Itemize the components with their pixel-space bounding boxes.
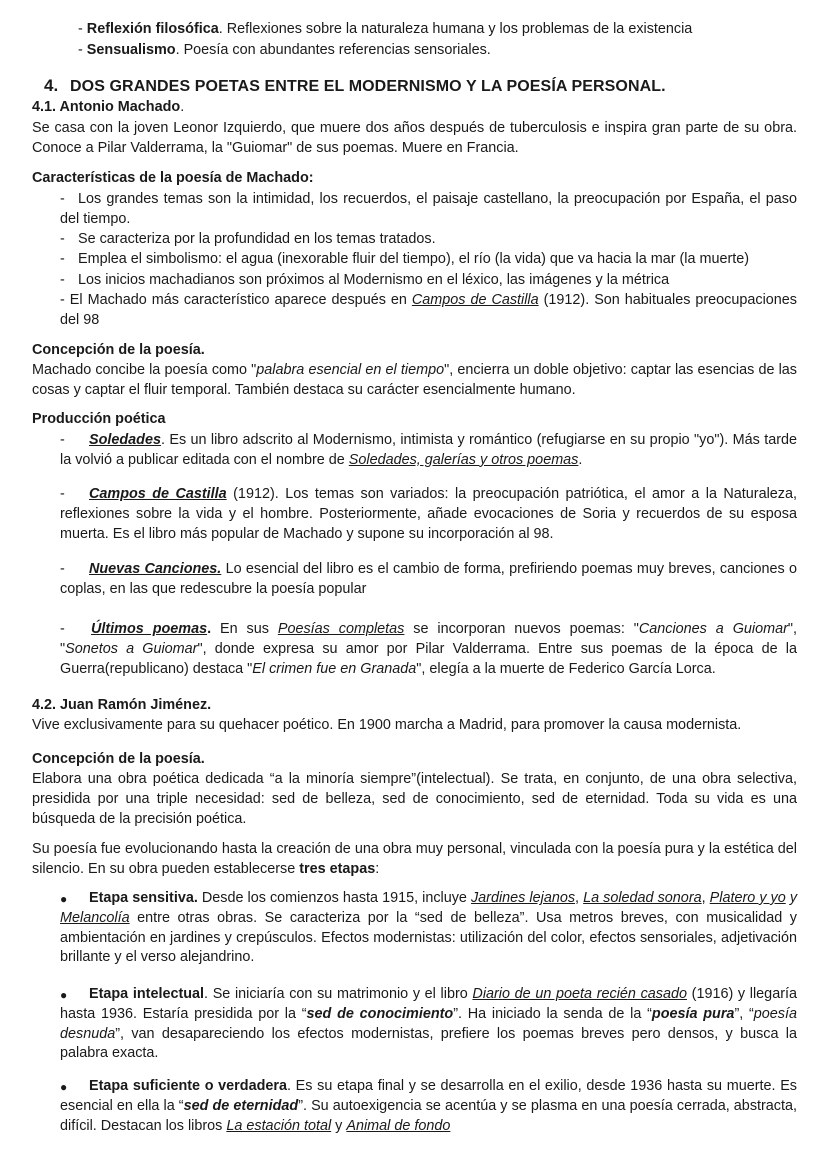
list-item: - El Machado más característico aparece después en Campos de Castilla (1912). Son habituales preocupaciones del 98 [60,292,797,328]
section-heading: 4. DOS GRANDES POETAS ENTRE EL MODERNISMO Y LA POESÍA PERSONAL. [44,76,666,95]
bullet-icon: ● [60,1080,68,1094]
dash: - [60,272,65,288]
dash: - [60,432,65,448]
heading: Producción poética [32,411,166,427]
heading: Concepción de la poesía. [32,342,205,358]
dash: - [60,191,65,207]
subsection-heading: 4.2. Juan Ramón Jiménez. [32,697,212,713]
dash: - [60,251,65,267]
list-item: Etapa suficiente o verdadera. Es su etapa final y se desarrolla en el exilio, desde 1936 hasta su muerte. Es esencial en ella la “sed de eternidad”. Su autoexigencia se acentúa y se plasma en una poesía cerrada, abstracta, difícil. Destacan los libros La estación total y Animal de fondo [60,1078,797,1134]
list-item: Los inicios machadianos son próximos al Modernismo en el léxico, las imágenes y la métrica [78,272,670,288]
paragraph: Se casa con la joven Leonor Izquierdo, que muere dos años después de tuberculosis e inspira gran parte de su obra. Conoce a Pilar Valderrama, la "Guiomar" de sus poemas. Muere en Francia. [32,120,797,156]
heading: Características de la poesía de Machado: [32,170,314,186]
dash: - [60,561,65,577]
list-item: Campos de Castilla (1912). Los temas son variados: la preocupación patriótica, el amor a la Naturaleza, reflexiones sobre la vida y el hombre. Posteriormente, añade evocaciones de Soria y recuerdos de su esposa muerta. Es el libro más popular de Machado y supone su incorporación al 98. [60,486,797,542]
subsection-heading: 4.1. Antonio Machado. [32,99,185,115]
list-item: Emplea el simbolismo: el agua (inexorable fluir del tiempo), el río (la vida) que va hacia la mar (la muerte) [78,251,750,267]
paragraph: Elabora una obra poética dedicada “a la minoría siempre”(intelectual). Se trata, en conjunto, de una obra selectiva, presidida por una triple necesidad: sed de belleza, sed de conocimiento, sed de eternidad. Toda su vida es una búsqueda de la precisión poética. [32,771,797,827]
dash: - [60,231,65,247]
list-item: Los grandes temas son la intimidad, los recuerdos, el paisaje castellano, la preocupación por España, el paso del tiempo. [60,191,797,227]
list-item: Etapa sensitiva. Desde los comienzos hasta 1915, incluye Jardines lejanos, La soledad sonora, Platero y yo y Melancolía entre otras obras. Se caracteriza por la “sed de belleza”. Usa metros breves, con musicalidad y ambientación en jardines y crepúsculos. Efectos modernistas: utilización del color, efectos sensoriales, adjetivación brillante y el verso alejandrino. [60,890,798,966]
bullet-icon: ● [60,892,68,906]
list-item: Etapa intelectual. Se iniciaría con su matrimonio y el libro Diario de un poeta recién casado (1916) y llegaría hasta 1936. Estaría presidida por la “sed de conocimiento”. Ha iniciado la senda de la “poesía pura”, “poesía desnuda”, van desapareciendo los efectos modernistas, prefiere los poemas breves pero densos, y busca la palabra exacta. [60,986,797,1062]
paragraph: Vive exclusivamente para su quehacer poético. En 1900 marcha a Madrid, para promover la causa modernista. [32,717,742,733]
list-item: Nuevas Canciones. Lo esencial del libro es el cambio de forma, prefiriendo poemas muy breves, canciones o coplas, en las que redescubre la poesía popular [60,561,797,597]
list-item: Soledades. Es un libro adscrito al Modernismo, intimista y romántico (refugiarse en su propio "yo"). Más tarde la volvió a publicar editada con el nombre de Soledades, galerías y otros poemas. [60,432,797,468]
heading: Concepción de la poesía. [32,751,205,767]
list-item: - Sensualismo. Poesía con abundantes referencias sensoriales. [78,42,491,58]
dash: - [60,486,65,502]
paragraph: Su poesía fue evolucionando hasta la creación de una obra muy personal, vinculada con la poesía pura y la estética del silencio. En su obra pueden establecerse tres etapas: [32,841,797,877]
list-item: Se caracteriza por la profundidad en los temas tratados. [78,231,436,247]
dash: - [60,621,65,637]
list-item: - Reflexión filosófica. Reflexiones sobre la naturaleza humana y los problemas de la existencia [78,21,693,37]
paragraph: Machado concibe la poesía como "palabra esencial en el tiempo", encierra un doble objetivo: captar las esencias de las cosas y captar el fluir temporal. También destaca su carácter esencialmente humano. [32,362,797,398]
bullet-icon: ● [60,988,68,1002]
list-item: Últimos poemas. En sus Poesías completas se incorporan nuevos poemas: "Canciones a Guiomar", "Sonetos a Guiomar", donde expresa su amor por Pilar Valderrama. Entre sus poemas de la época de la Guerra(republicano) destaca "El crimen fue en Granada", elegía a la muerte de Federico García Lorca. [60,621,797,677]
